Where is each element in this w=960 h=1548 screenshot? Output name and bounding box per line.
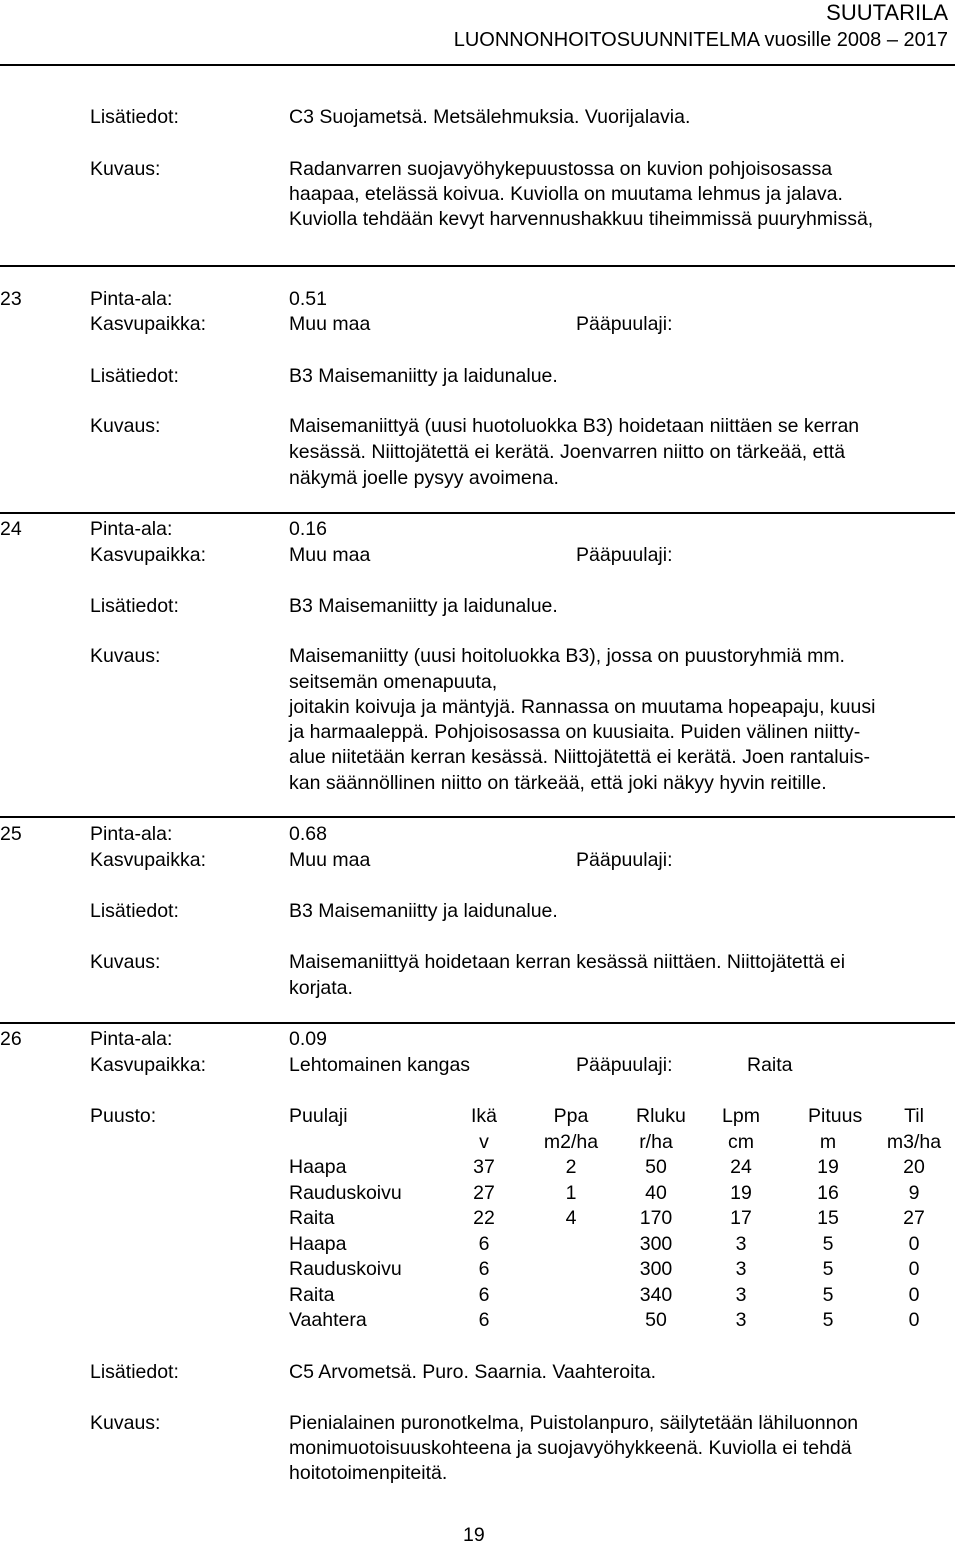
col-header-puulaji: Puulaji xyxy=(289,1105,348,1127)
cell-pituus: 5 xyxy=(822,1232,834,1255)
col-header-pituus: Pituus xyxy=(808,1105,863,1127)
kuvaus-line: hoitotoimenpiteitä. xyxy=(289,1462,448,1484)
cell-lpm: 3 xyxy=(735,1283,747,1306)
cell-til: 0 xyxy=(908,1258,920,1280)
cell-pituus: 16 xyxy=(817,1181,839,1204)
label-kuvaus: Kuvaus: xyxy=(90,645,161,667)
cell-puulaji: Haapa xyxy=(289,1156,347,1178)
label-lisatiedot: Lisätiedot: xyxy=(90,365,179,387)
cell-lpm: 19 xyxy=(730,1181,752,1204)
pinta-ala-value: 0.68 xyxy=(289,823,327,845)
label-kasvupaikka: Kasvupaikka: xyxy=(90,849,206,871)
cell-til: 20 xyxy=(903,1156,925,1178)
kuvaus-line: Pienialainen puronotkelma, Puistolanpuro, säilytetään lähiluonnon xyxy=(289,1412,859,1434)
cell-puulaji: Raita xyxy=(289,1207,335,1229)
label-paapuulaji: Pääpuulaji: xyxy=(576,544,673,566)
lisatiedot-value: B3 Maisemaniitty ja laidunalue. xyxy=(289,900,558,922)
cell-ppa: 4 xyxy=(565,1207,577,1229)
kuvaus-line: joitakin koivuja ja mäntyjä. Rannassa on muutama hopeapaju, kuusi xyxy=(289,696,876,718)
section-divider xyxy=(0,816,955,818)
label-pinta-ala: Pinta-ala: xyxy=(90,288,173,310)
col-unit-ppa: m2/ha xyxy=(543,1131,599,1153)
kuvaus-line: Kuviolla tehdään kevyt harvennushakkuu tiheimmissä puuryhmissä, xyxy=(289,208,874,230)
label-puusto: Puusto: xyxy=(90,1105,157,1127)
section-number: 25 xyxy=(0,823,22,845)
section-divider xyxy=(0,265,955,267)
cell-rluku: 300 xyxy=(639,1232,673,1255)
label-paapuulaji: Pääpuulaji: xyxy=(576,849,673,871)
cell-pituus: 5 xyxy=(822,1258,834,1280)
section-number: 23 xyxy=(0,288,22,310)
label-kasvupaikka: Kasvupaikka: xyxy=(90,313,206,335)
col-header-lpm: Lpm xyxy=(722,1105,760,1127)
label-lisatiedot: Lisätiedot: xyxy=(90,1361,179,1383)
kasvupaikka-value: Lehtomainen kangas xyxy=(289,1054,471,1076)
label-paapuulaji: Pääpuulaji: xyxy=(576,313,673,335)
kuvaus-line: monimuotoisuuskohteena ja suojavyöhykkeenä. Kuviolla ei tehdä xyxy=(289,1437,852,1459)
kuvaus-line: Maisemaniittyä hoidetaan kerran kesässä niittäen. Niittojätettä ei xyxy=(289,951,846,973)
cell-puulaji: Rauduskoivu xyxy=(289,1181,402,1204)
cell-ika: 27 xyxy=(473,1181,495,1204)
label-kasvupaikka: Kasvupaikka: xyxy=(90,544,206,566)
cell-pituus: 15 xyxy=(817,1207,839,1229)
kuvaus-line: ja harmaaleppä. Pohjoisosassa on kuusiaita. Puiden välinen niitty- xyxy=(289,721,861,743)
cell-lpm: 17 xyxy=(730,1207,752,1229)
cell-puulaji: Rauduskoivu xyxy=(289,1258,402,1280)
col-unit-pituus: m xyxy=(819,1131,837,1153)
cell-puulaji: Vaahtera xyxy=(289,1309,367,1331)
label-paapuulaji: Pääpuulaji: xyxy=(576,1054,673,1076)
cell-rluku: 50 xyxy=(645,1156,667,1178)
lisatiedot-value: B3 Maisemaniitty ja laidunalue. xyxy=(289,595,558,617)
cell-til: 0 xyxy=(908,1232,920,1255)
cell-rluku: 340 xyxy=(639,1283,673,1306)
col-unit-ika: v xyxy=(479,1131,489,1153)
label-pinta-ala: Pinta-ala: xyxy=(90,518,173,540)
kasvupaikka-value: Muu maa xyxy=(289,849,371,871)
pinta-ala-value: 0.16 xyxy=(289,518,327,540)
label-pinta-ala: Pinta-ala: xyxy=(90,1028,173,1050)
cell-pituus: 5 xyxy=(822,1283,834,1306)
kuvaus-line: Maisemaniitty (uusi hoitoluokka B3), jossa on puustoryhmiä mm. xyxy=(289,645,845,667)
label-pinta-ala: Pinta-ala: xyxy=(90,823,173,845)
cell-til: 0 xyxy=(908,1283,920,1306)
page-number: 19 xyxy=(463,1524,485,1546)
kuvaus-line: haapaa, etelässä koivua. Kuviolla on muutama lehmus ja jalava. xyxy=(289,183,843,205)
cell-til: 27 xyxy=(903,1207,925,1229)
lisatiedot-value: C5 Arvometsä. Puro. Saarnia. Vaahteroita. xyxy=(289,1361,657,1383)
label-kuvaus: Kuvaus: xyxy=(90,1412,161,1434)
document-title: SUUTARILA xyxy=(826,0,948,25)
cell-ika: 6 xyxy=(478,1258,490,1280)
col-header-ika: Ikä xyxy=(470,1105,497,1127)
col-unit-til: m3/ha xyxy=(886,1131,942,1153)
cell-rluku: 40 xyxy=(645,1181,667,1204)
kasvupaikka-value: Muu maa xyxy=(289,544,371,566)
kuvaus-line: Maisemaniittyä (uusi huotoluokka B3) hoidetaan niittäen se kerran xyxy=(289,415,860,437)
col-header-rluku: Rluku xyxy=(636,1105,686,1127)
kuvaus-line: seitsemän omenapuuta, xyxy=(289,671,498,693)
section-number: 26 xyxy=(0,1028,22,1050)
cell-puulaji: Haapa xyxy=(289,1232,347,1255)
kuvaus-line: korjata. xyxy=(289,977,353,999)
cell-pituus: 5 xyxy=(822,1309,834,1331)
cell-til: 0 xyxy=(908,1309,920,1331)
label-kasvupaikka: Kasvupaikka: xyxy=(90,1054,206,1076)
cell-lpm: 3 xyxy=(735,1309,747,1331)
pinta-ala-value: 0.09 xyxy=(289,1028,327,1050)
section-divider xyxy=(0,1022,955,1024)
col-header-ppa: Ppa xyxy=(553,1105,589,1127)
label-kuvaus: Kuvaus: xyxy=(90,951,161,973)
kuvaus-line: kesässä. Niittojätettä ei kerätä. Joenvarren niitto on tärkeää, että xyxy=(289,441,846,463)
kuvaus-line: alue niitetään kerran kesässä. Niittojätettä ei kerätä. Joen rantaluis- xyxy=(289,746,870,768)
label-lisatiedot: Lisätiedot: xyxy=(90,595,179,617)
kuvaus-line: Radanvarren suojavyöhykepuustossa on kuvion pohjoisosassa xyxy=(289,158,833,180)
cell-puulaji: Raita xyxy=(289,1283,335,1306)
cell-ika: 6 xyxy=(478,1232,490,1255)
col-unit-lpm: cm xyxy=(728,1131,754,1153)
cell-lpm: 3 xyxy=(735,1232,747,1255)
col-unit-rluku: r/ha xyxy=(639,1131,673,1153)
lisatiedot-value: B3 Maisemaniitty ja laidunalue. xyxy=(289,365,558,387)
kuvaus-line: näkymä joelle pysyy avoimena. xyxy=(289,467,559,489)
cell-ika: 22 xyxy=(473,1207,495,1229)
cell-rluku: 50 xyxy=(645,1309,667,1331)
cell-ppa: 2 xyxy=(565,1156,577,1178)
label-lisatiedot: Lisätiedot: xyxy=(90,900,179,922)
col-header-til: Til xyxy=(904,1105,924,1127)
kasvupaikka-value: Muu maa xyxy=(289,313,371,335)
document-subtitle: LUONNONHOITOSUUNNITELMA vuosille 2008 – 2017 xyxy=(453,29,948,51)
cell-ppa: 1 xyxy=(565,1181,577,1204)
cell-ika: 6 xyxy=(478,1309,490,1331)
cell-lpm: 24 xyxy=(730,1156,752,1178)
lisatiedot-value: C3 Suojametsä. Metsälehmuksia. Vuorijalavia. xyxy=(289,106,691,128)
paapuulaji-value: Raita xyxy=(747,1054,793,1076)
cell-til: 9 xyxy=(908,1181,920,1204)
cell-ika: 37 xyxy=(473,1156,495,1178)
header-divider xyxy=(0,64,955,66)
label-kuvaus: Kuvaus: xyxy=(90,158,161,180)
cell-pituus: 19 xyxy=(817,1156,839,1178)
pinta-ala-value: 0.51 xyxy=(289,288,327,310)
cell-lpm: 3 xyxy=(735,1258,747,1280)
label-kuvaus: Kuvaus: xyxy=(90,415,161,437)
label-lisatiedot: Lisätiedot: xyxy=(90,106,179,128)
kuvaus-line: kan säännöllinen niitto on tärkeää, että joki näkyy hyvin reitille. xyxy=(289,772,827,794)
cell-ika: 6 xyxy=(478,1283,490,1306)
cell-rluku: 300 xyxy=(639,1258,673,1280)
section-divider xyxy=(0,512,955,514)
cell-rluku: 170 xyxy=(639,1207,673,1229)
section-number: 24 xyxy=(0,518,22,540)
